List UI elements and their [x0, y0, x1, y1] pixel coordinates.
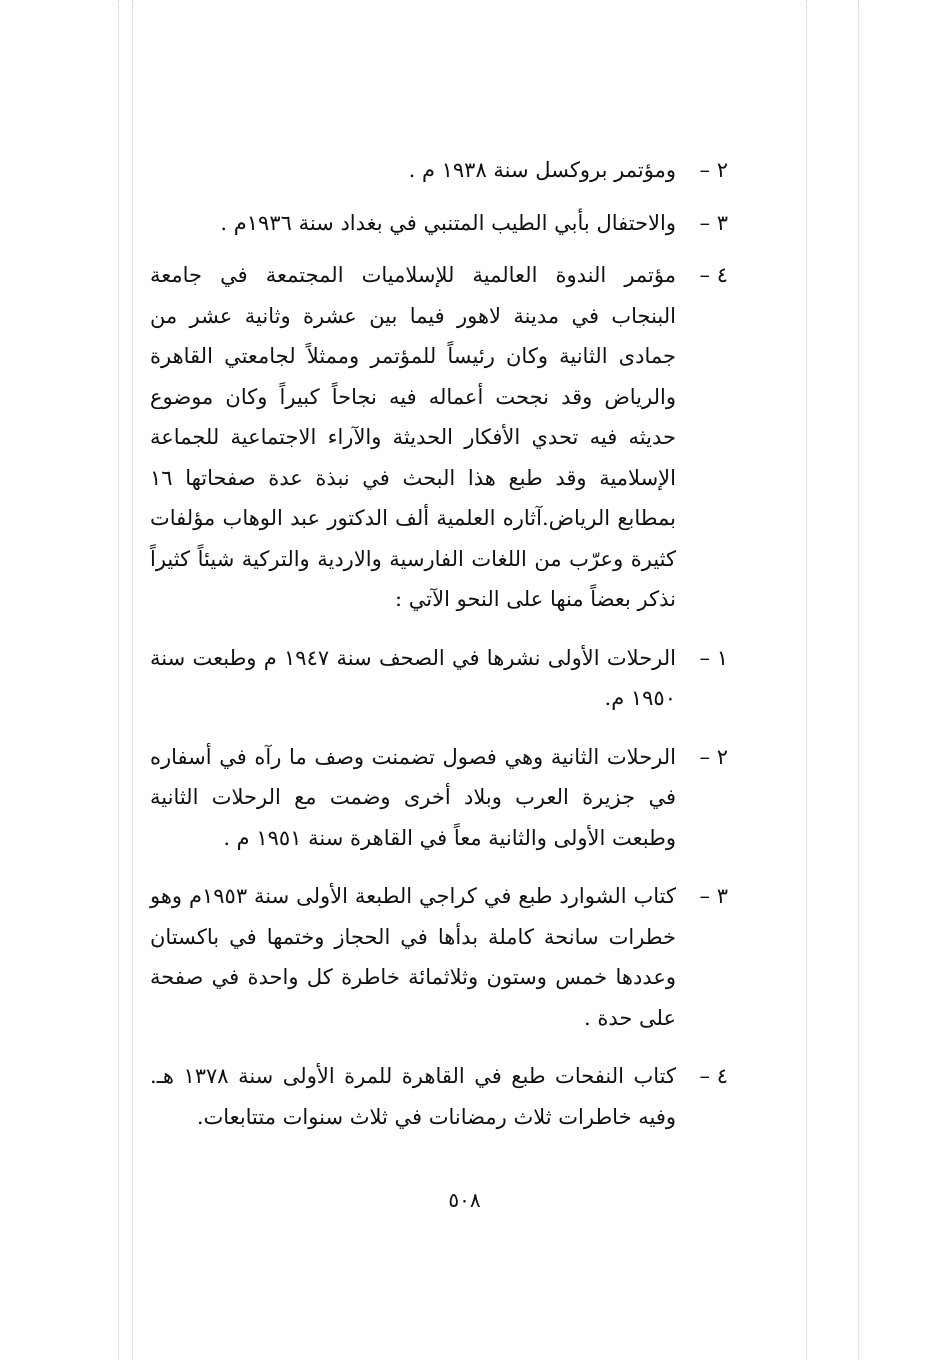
list-item-works-3 [150, 876, 728, 1038]
item-number: ٢ – [699, 158, 728, 182]
item-number: ٣ – [699, 210, 728, 235]
list-item-conferences-4 [150, 255, 728, 620]
scan-artifact-left [118, 0, 119, 1360]
item-number: ٢ – [699, 744, 728, 769]
item-text: والاحتفال بأبي الطيب المتنبي في بغداد سنة ١٩٣٦م . [220, 210, 676, 235]
item-text: الرحلات الثانية وهي فصول تضمنت وصف ما رآه في أسفاره في جزيرة العرب وبلاد أخرى وضمت مع الرحلات الثانية وطبعت الأولى والثانية معاً في القاهرة سنة ١٩٥١ م . [150, 744, 676, 850]
page-body [150, 150, 728, 1137]
item-number: ١ – [699, 645, 728, 670]
item-number: ٤ – [699, 263, 728, 287]
item-number: ٤ – [699, 1064, 728, 1088]
item-text: ومؤتمر بروكسل سنة ١٩٣٨ م . [408, 158, 676, 182]
scan-artifact-right-2 [858, 0, 859, 1360]
item-text: كتاب الشوارد طبع في كراجي الطبعة الأولى سنة ١٩٥٣م وهو خطرات سانحة كاملة بدأها في الحجاز وختمها في باكستان وعددها خمس وستون وثلاثمائة خاطرة كل واحدة في صفحة على حدة . [150, 884, 676, 1030]
item-text: الرحلات الأولى نشرها في الصحف سنة ١٩٤٧ م وطبعت سنة ١٩٥٠ م. [150, 645, 676, 710]
item-text: كتاب النفحات طبع في القاهرة للمرة الأولى سنة ١٣٧٨ هـ. وفيه خاطرات ثلاث رمضانات في ثلاث سنوات متتابعات. [150, 1064, 677, 1129]
item-number: ٣ – [699, 884, 728, 908]
scan-artifact-right [806, 0, 807, 1360]
item-text: مؤتمر الندوة العالمية للإسلاميات المجتمعة في جامعة البنجاب في مدينة لاهور فيما بين عشرة وثانية عشر من جمادى الثانية وكان رئيساً للمؤتمر وممثلاً لجامعتي القاهرة والرياض وقد نجحت أعماله فيه نجاحاً كبيراً وكان موضوع حديثه فيه تحدي الأفكار الحديثة والآراء الاجتماعية للجماعة الإسلامية وقد طبع هذا البحث في نبذة عدة صفحاتها ١٦ بمطابع الرياض.آثاره العلمية ألف الدكتور عبد الوهاب مؤلفات كثيرة وعرّب من اللغات الفارسية والاردية والتركية شيئاً كثيراً نذكر بعضاً منها على النحو الآتي : [150, 263, 676, 611]
page-number: ٥٠٨ [448, 1188, 481, 1212]
list-item-works-4 [150, 1056, 728, 1137]
list-item-conferences-2 [150, 150, 728, 191]
scan-artifact-left-2 [132, 0, 133, 1360]
list-item-works-1 [150, 638, 728, 719]
list-item-conferences-3 [150, 203, 728, 244]
list-item-works-2 [150, 737, 728, 859]
